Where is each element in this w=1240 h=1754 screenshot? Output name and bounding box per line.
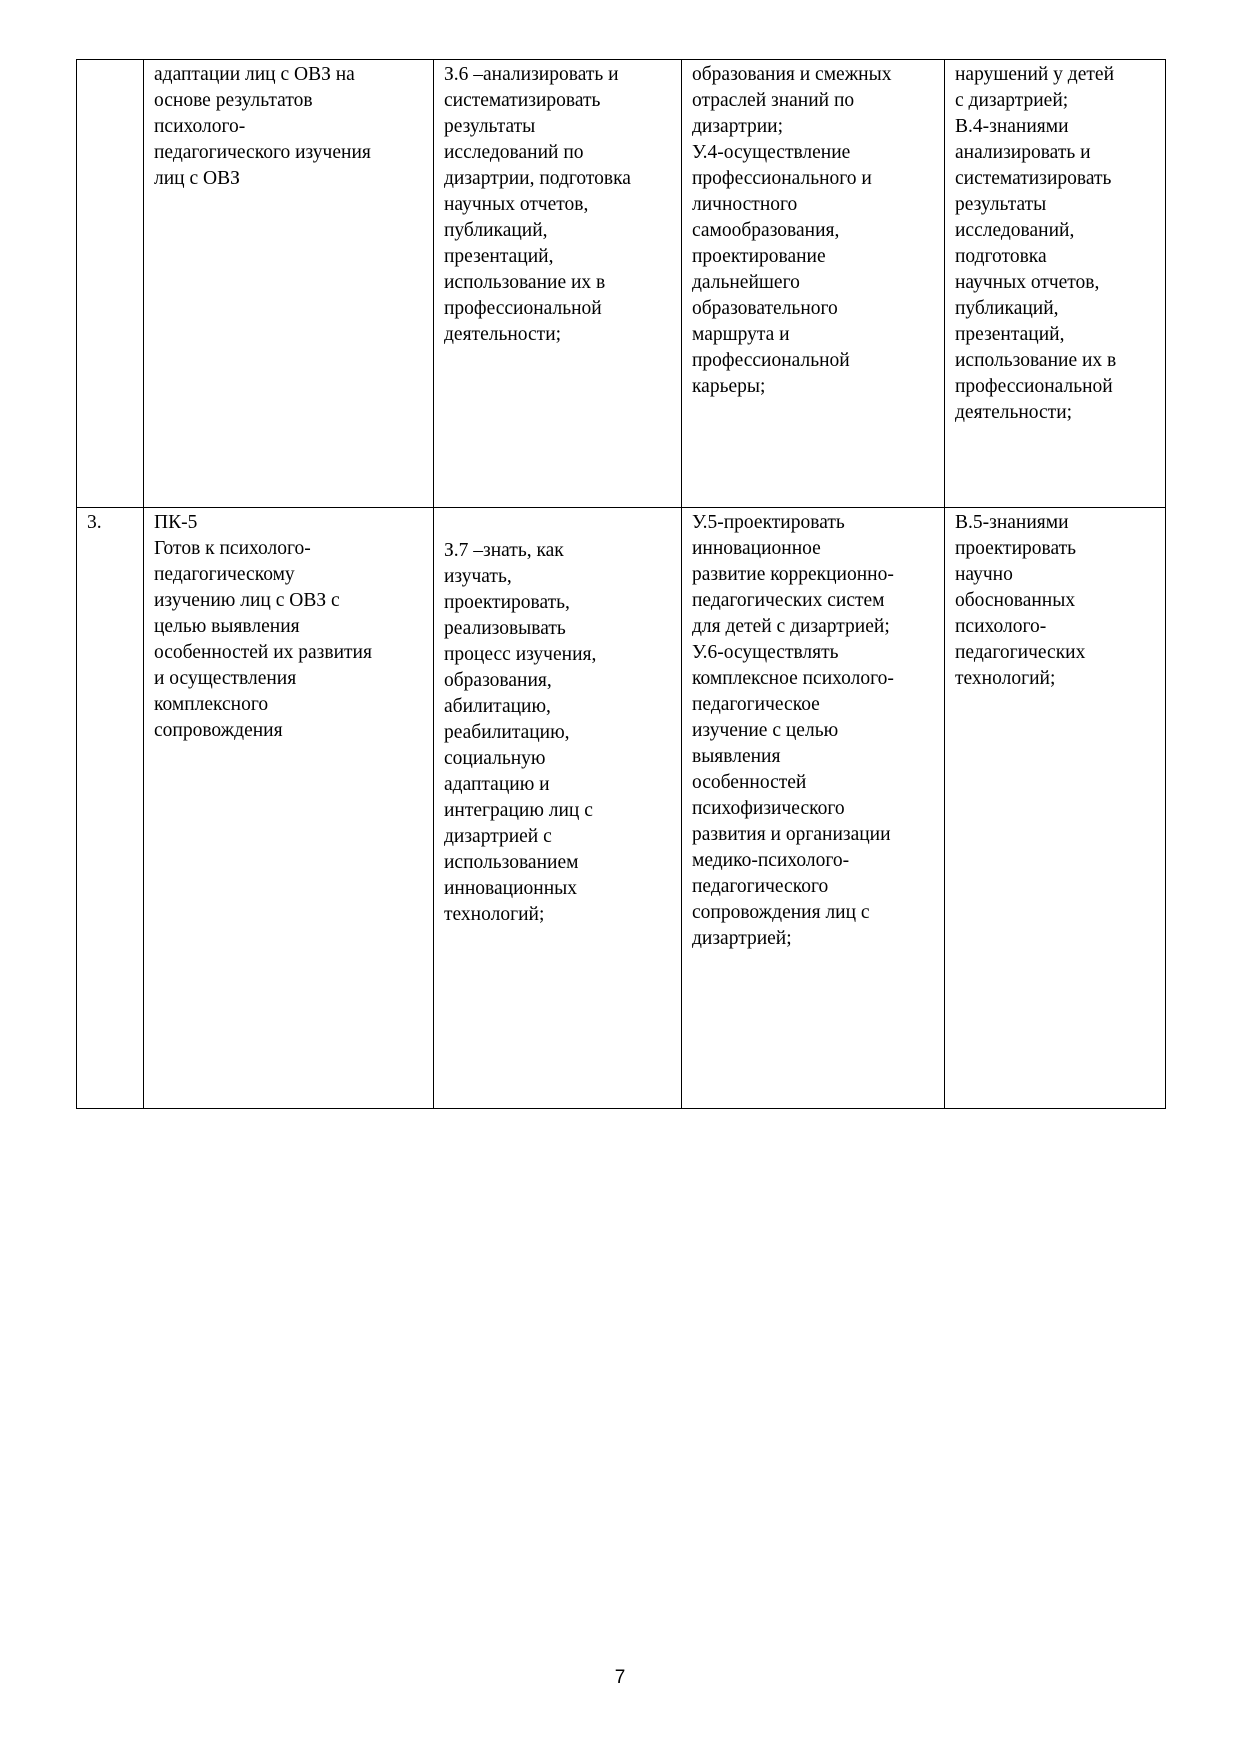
competence-cell xyxy=(144,60,434,508)
skills-text: У.5-проектировать инновационное развитие коррекционно- педагогических систем для детей с дизартрией; У.6-осуществлять комплексное психолого- педагогическое изучение с целью выявления особенностей психофизического развития и организации медико-психолого- педагогического сопровождения лиц с дизартрией; xyxy=(692,512,894,949)
competence-text: ПК-5 Готов к психолого- педагогическому изучению лиц с ОВЗ с целью выявления особенностей их развития и осуществления комплексного сопровождения xyxy=(154,512,372,741)
competence-cell xyxy=(144,508,434,1109)
competence-text: адаптации лиц с ОВЗ на основе результатов психолого- педагогического изучения лиц с ОВЗ xyxy=(154,64,371,189)
know-cell xyxy=(434,60,682,508)
page-number: 7 xyxy=(614,1667,626,1688)
skills-text: образования и смежных отраслей знаний по дизартрии; У.4-осуществление профессионального и личностного самообразования, проектирование дальнейшего образовательного маршрута и профессиональной карьеры; xyxy=(692,64,892,397)
table-row xyxy=(77,60,1166,508)
know-text: З.6 –анализировать и систематизировать результаты исследований по дизартрии, подготовка научных отчетов, публикаций, презентаций, использование их в профессиональной деятельности; xyxy=(444,64,631,345)
know-cell xyxy=(434,508,682,1109)
know-text: З.7 –знать, как изучать, проектировать, реализовывать процесс изучения, образования, абилитацию, реабилитацию, социальную адаптацию и интеграцию лиц с дизартрией с использованием инновационных технологий; xyxy=(444,540,597,925)
competence-table xyxy=(76,59,1166,1109)
row-number-cell xyxy=(77,508,144,1109)
mastery-text: В.5-знаниями проектировать научно обоснованных психолого- педагогических технологий; xyxy=(955,512,1086,689)
row-number: 3. xyxy=(87,512,102,533)
table-row xyxy=(77,508,1166,1109)
row-number-cell xyxy=(77,60,144,508)
mastery-text: нарушений у детей с дизартрией; В.4-знаниями анализировать и систематизировать результаты исследований, подготовка научных отчетов, публикаций, презентаций, использование их в профессиональной деятельности; xyxy=(955,64,1117,423)
mastery-cell xyxy=(945,60,1166,508)
skills-cell xyxy=(682,508,945,1109)
mastery-cell xyxy=(945,508,1166,1109)
skills-cell xyxy=(682,60,945,508)
